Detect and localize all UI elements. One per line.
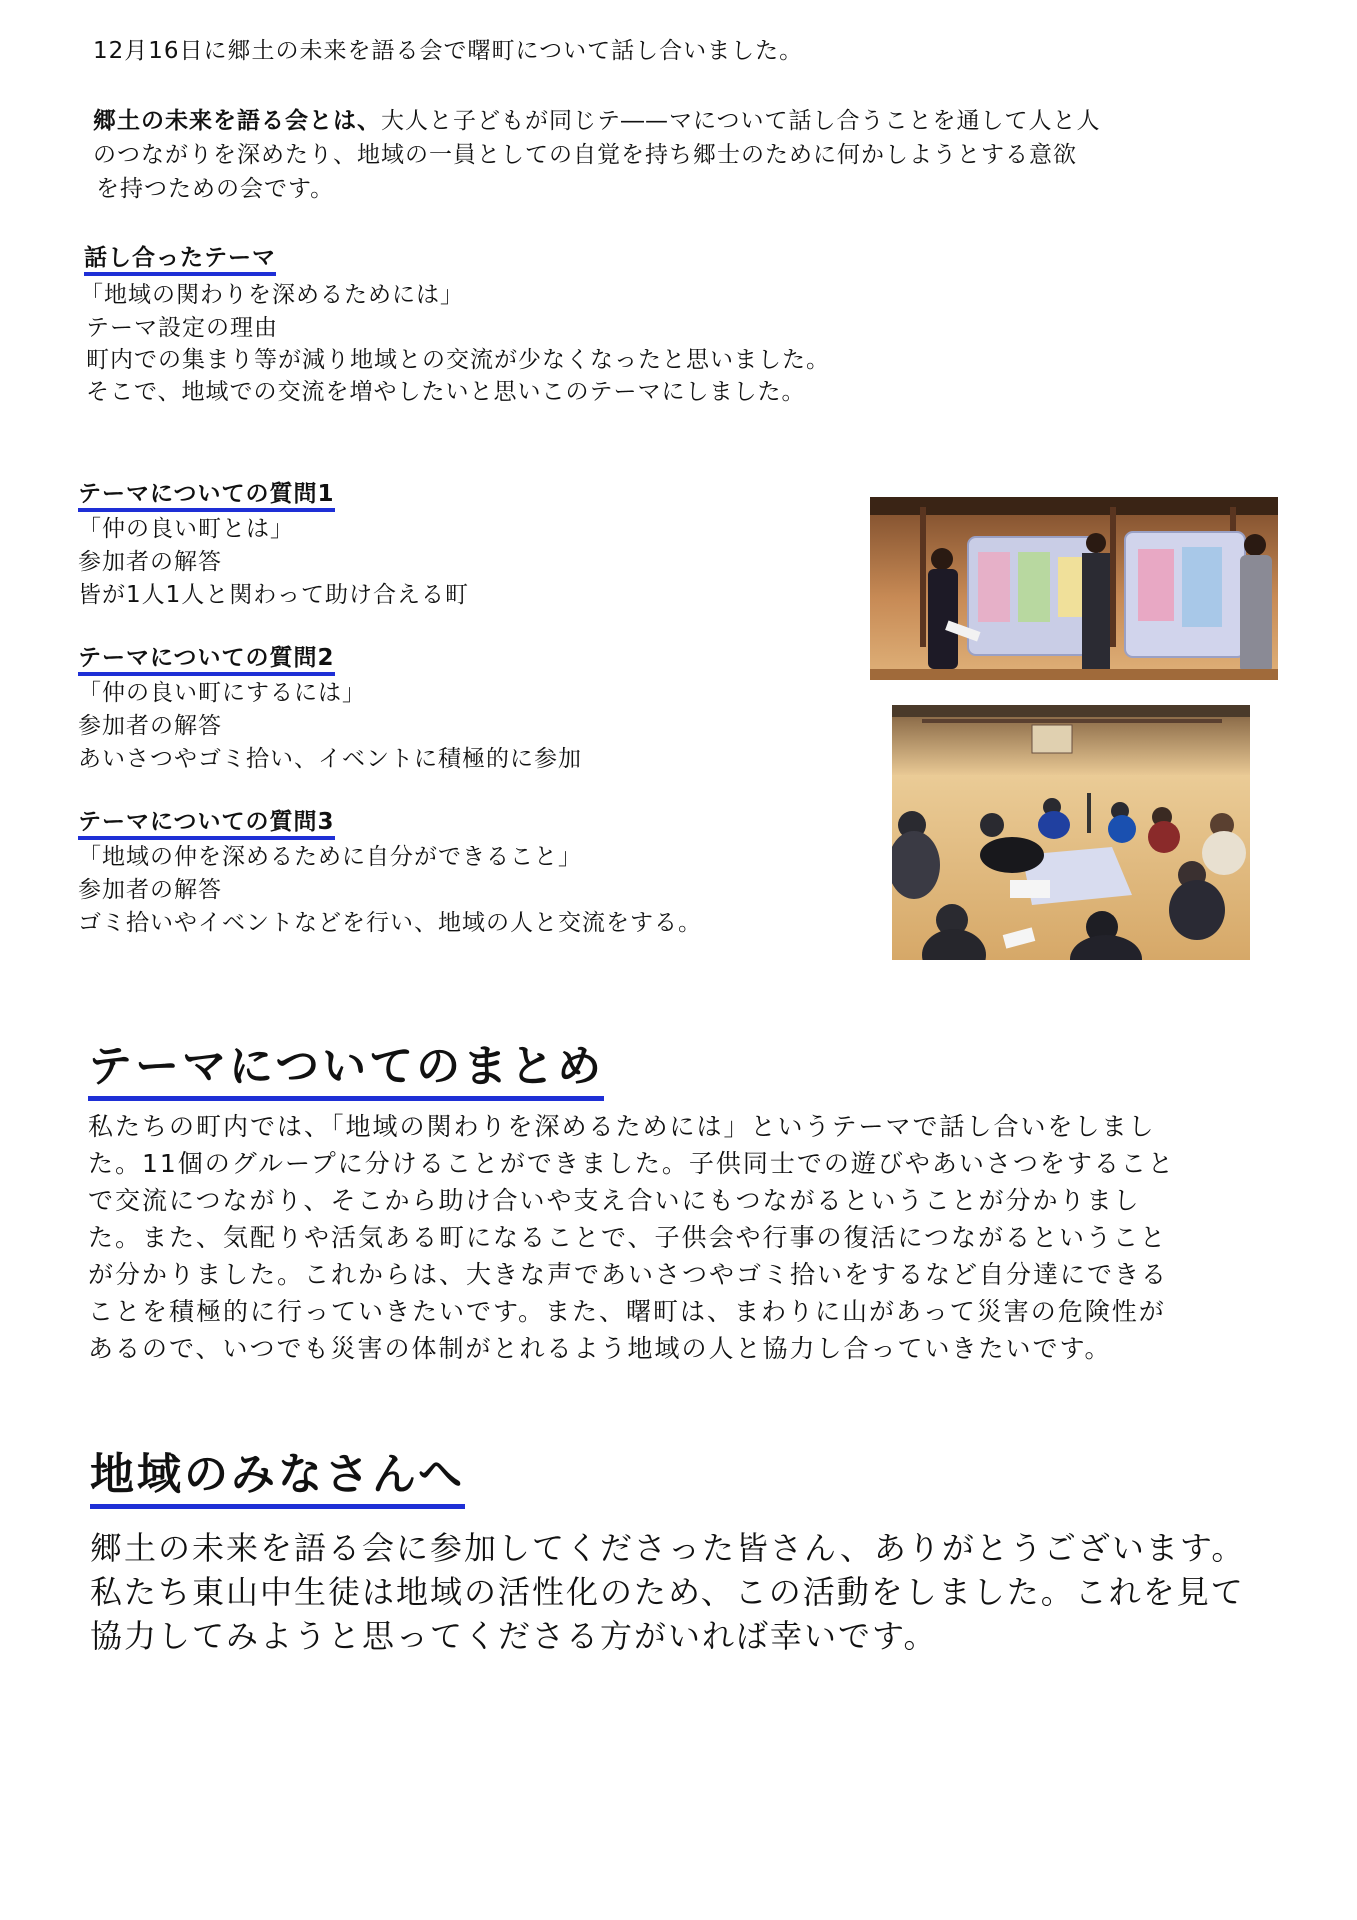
question-2-text: 「仲の良い町にするには」 xyxy=(78,680,366,706)
about-term: 郷土の未来を語る会とは、 xyxy=(93,108,381,134)
question-3-answer: ゴミ拾いやイベントなどを行い、地域の人と交流をする。 xyxy=(78,910,702,936)
question-1-heading: テーマについての質問1 xyxy=(78,480,335,512)
message-heading: 地域のみなさんへ xyxy=(90,1438,465,1509)
message-line-3: 協力してみようと思ってくださる方がいれば幸いです。 xyxy=(90,1617,938,1655)
theme-reason-label: テーマ設定の理由 xyxy=(86,315,278,341)
theme-reason-1: 町内での集まり等が減り地域との交流が少なくなったと思いました。 xyxy=(86,347,830,373)
summary-line-5: が分かりました。これからは、大きな声であいさつやゴミ拾いをするなど自分達にできる xyxy=(88,1260,1169,1289)
summary-line-3: で交流につながり、そこから助け合いや支え合いにもつながるということが分かりまし xyxy=(88,1186,1141,1215)
summary-line-4: た。また、気配りや活気ある町になることで、子供会や行事の復活につながるということ xyxy=(88,1223,1168,1252)
question-1-text: 「仲の良い町とは」 xyxy=(78,516,294,542)
theme-heading: 話し合ったテーマ xyxy=(84,244,276,276)
summary-line-7: あるので、いつでも災害の体制がとれるよう地域の人と協力し合っていきたいです。 xyxy=(88,1334,1112,1363)
question-3-text: 「地域の仲を深めるために自分ができること」 xyxy=(78,844,582,870)
summary-line-6: ことを積極的に行っていきたいです。また、曙町は、まわりに山があって災害の危険性が xyxy=(88,1297,1166,1326)
about-line-1 xyxy=(93,106,1101,136)
question-1-answer: 皆が1人1人と関わって助け合える町 xyxy=(78,582,470,608)
question-3-label: 参加者の解答 xyxy=(78,877,222,903)
meeting-line: 12月16日に郷土の未来を語る会で曙町について話し合いました。 xyxy=(93,38,804,64)
about-line-3: を持つための会です。 xyxy=(96,176,335,202)
question-3-heading: テーマについての質問3 xyxy=(78,808,335,840)
summary-line-1: 私たちの町内では、「地域の関わりを深めるためには」というテーマで話し合いをしまし xyxy=(88,1112,1156,1141)
theme-reason-2: そこで、地域での交流を増やしたいと思いこのテーマにしました。 xyxy=(86,379,806,405)
photo-presentation xyxy=(870,497,1278,680)
question-2-answer: あいさつやゴミ拾い、イベントに積極的に参加 xyxy=(78,746,582,772)
about-line-2: のつながりを深めたり、地域の一員としての自覚を持ち郷士のために何かしようとする意欲 xyxy=(93,142,1077,168)
question-1-label: 参加者の解答 xyxy=(78,549,222,575)
message-line-2: 私たち東山中生徒は地域の活性化のため、この活動をしました。これを見て xyxy=(90,1573,1245,1611)
question-2-heading: テーマについての質問2 xyxy=(78,644,335,676)
message-line-1: 郷土の未来を語る会に参加してくださった皆さん、ありがとうございます。 xyxy=(90,1529,1246,1567)
question-2-label: 参加者の解答 xyxy=(78,713,222,739)
summary-heading: テーマについてのまとめ xyxy=(88,1030,604,1101)
photo-gym-discussion xyxy=(892,705,1250,960)
about-text-1: 大人と子どもが同じテ―—マについて話し合うことを通して人と人 xyxy=(381,108,1101,134)
summary-line-2: た。11個のグループに分けることができました。子供同士での遊びやあいさつをすること xyxy=(88,1149,1175,1178)
theme-title: 「地域の関わりを深めるためには」 xyxy=(80,282,464,308)
